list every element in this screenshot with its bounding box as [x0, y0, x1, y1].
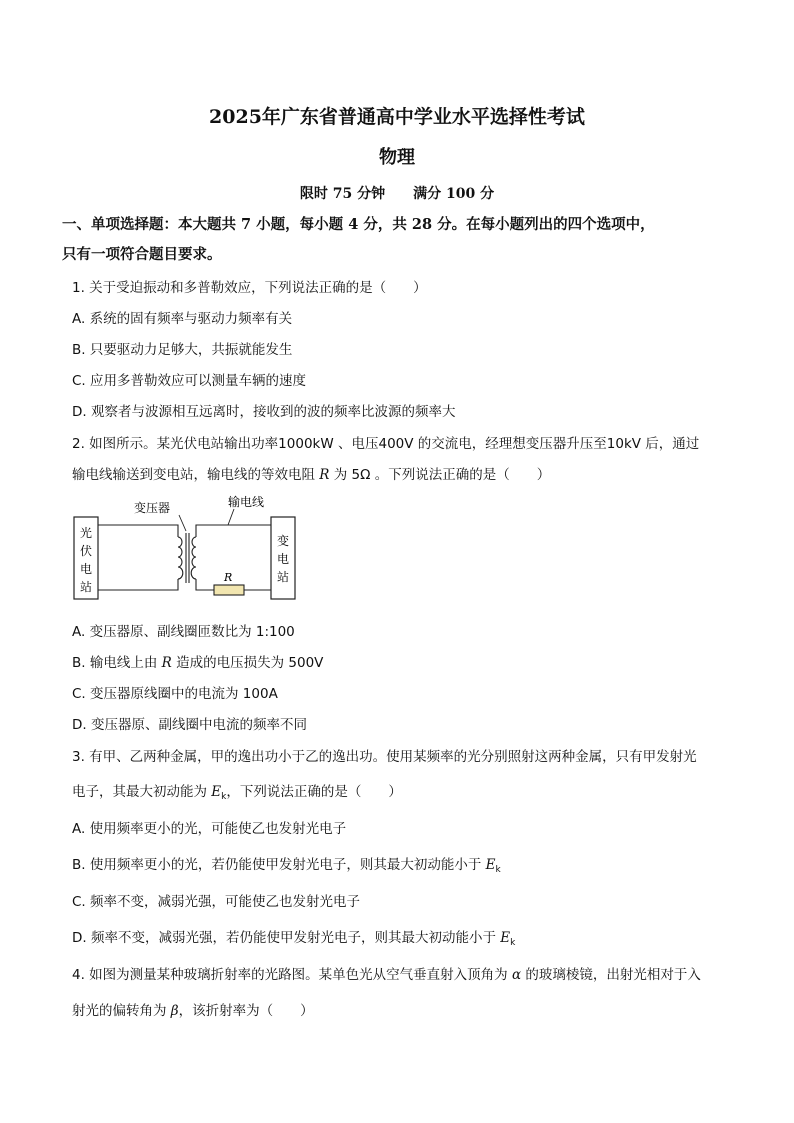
q3-option-d: D. 频率不变，减弱光强，若仍能使甲发射光电子，则其最大初动能小于 $E_k$ [72, 930, 516, 948]
q1-option-a: A. 系统的固有频率与驱动力频率有关 [72, 311, 293, 327]
svg-text:变: 变 [277, 534, 290, 548]
q1-option-b: B. 只要驱动力足够大，共振就能发生 [72, 342, 293, 358]
resistor-label: R [224, 571, 233, 584]
q3-stem-line1: 3. 有甲、乙两种金属，甲的逸出功小于乙的逸出功。使用某频率的光分别照射这两种金属，只有甲发射光 [72, 749, 697, 765]
svg-text:站: 站 [277, 570, 290, 584]
alpha-symbol: α [511, 967, 522, 983]
q3-stem-line2: 电子，其最大初动能为 $E_k$，下列说法正确的是（ ） [72, 784, 402, 802]
section-heading-line2: 只有一项符合题目要求。 [62, 246, 222, 263]
q2-stem-line1: 2. 如图所示。某光伏电站输出功率1000kW 、电压400V 的交流电，经理想变压器升压至10kV 后，通过 [72, 436, 700, 452]
svg-text:光: 光 [80, 526, 93, 540]
q2-option-d: D. 变压器原、副线圈中电流的频率不同 [72, 717, 307, 733]
q2-stem-line2: 输电线输送到变电站，输电线的等效电阻 R 为 5Ω 。下列说法正确的是（ ） [72, 467, 551, 483]
svg-text:站: 站 [80, 580, 93, 594]
beta-symbol: β [170, 1003, 179, 1019]
subject-title: 物理 [379, 147, 415, 168]
svg-text:伏: 伏 [80, 544, 93, 558]
time-limit: 限时 75 分钟 [299, 186, 386, 202]
secondary-coil [191, 537, 196, 579]
full-score: 满分 100 分 [413, 186, 495, 202]
q1-option-d: D. 观察者与波源相互远离时，接收到的波的频率比波源的频率大 [72, 404, 456, 420]
q4-stem-line2: 射光的偏转角为 β，该折射率为（ ） [72, 1003, 314, 1019]
svg-text:电: 电 [277, 552, 290, 566]
section-heading-line1: 一、单项选择题：本大题共 7 小题，每小题 4 分，共 28 分。在每小题列出的四个选项中， [62, 216, 655, 233]
q4-stem-line1: 4. 如图为测量某种玻璃折射率的光路图。某单色光从空气垂直射入顶角为 α 的玻璃棱镜，出射光相对于入 [72, 967, 701, 983]
q3-option-b: B. 使用频率更小的光，若仍能使甲发射光电子，则其最大初动能小于 $E_k$ [72, 857, 501, 875]
q3-option-a: A. 使用频率更小的光，可能使乙也发射光电子 [72, 821, 347, 837]
exam-title: 2025年广东省普通高中学业水平选择性考试 [209, 106, 585, 128]
resistor-r [214, 585, 244, 595]
q2-option-a: A. 变压器原、副线圈匝数比为 1:100 [72, 624, 295, 640]
q2-option-c: C. 变压器原线圈中的电流为 100A [72, 686, 278, 702]
q3-option-c: C. 频率不变，减弱光强，可能使乙也发射光电子 [72, 894, 361, 910]
power-line-label: 输电线 [228, 495, 265, 509]
circuit-diagram [72, 495, 302, 610]
transformer-label: 变压器 [134, 501, 171, 515]
q1-option-c: C. 应用多普勒效应可以测量车辆的速度 [72, 373, 307, 389]
svg-text:电: 电 [80, 562, 93, 576]
resistor-symbol-r: R [319, 467, 330, 483]
exam-meta [0, 183, 794, 203]
primary-coil [178, 537, 183, 579]
q2-option-b: B. 输电线上由 R 造成的电压损失为 500V [72, 655, 324, 671]
q1-stem: 1. 关于受迫振动和多普勒效应，下列说法正确的是（ ） [72, 280, 427, 296]
